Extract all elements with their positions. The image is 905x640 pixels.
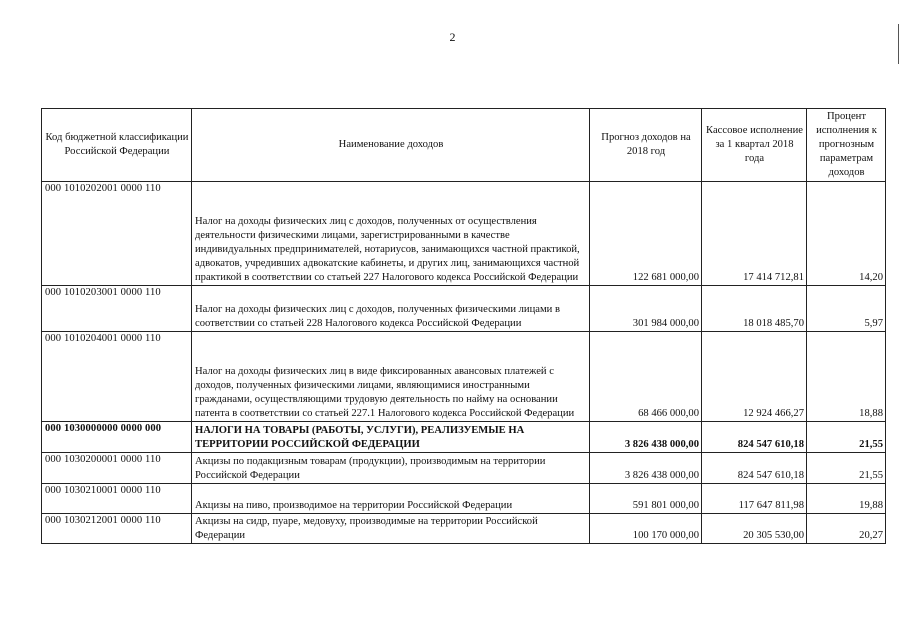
row-code: 000 1030000000 0000 000 [42, 422, 192, 453]
row-cash: 824 547 610,18 [702, 453, 807, 484]
table-row [42, 332, 886, 422]
row-cash: 18 018 485,70 [702, 286, 807, 332]
row-code: 000 1030210001 0000 110 [42, 484, 192, 514]
row-name: Акцизы по подакцизным товарам (продукции), производимым на территории Российской Федерации [192, 453, 590, 484]
row-forecast: 122 681 000,00 [590, 182, 702, 286]
row-code: 000 1030212001 0000 110 [42, 514, 192, 544]
header-cash: Кассовое исполнение за 1 квартал 2018 года [702, 109, 807, 182]
scan-edge-mark [898, 24, 899, 64]
row-percent: 21,55 [807, 453, 886, 484]
header-percent: Процент исполнения к прогнозным параметрам доходов [807, 109, 886, 182]
row-code: 000 1010202001 0000 110 [42, 182, 192, 286]
row-cash: 12 924 466,27 [702, 332, 807, 422]
table-row [42, 286, 886, 332]
row-percent: 14,20 [807, 182, 886, 286]
table-row [42, 514, 886, 544]
header-name: Наименование доходов [192, 109, 590, 182]
row-code: 000 1030200001 0000 110 [42, 453, 192, 484]
row-percent: 5,97 [807, 286, 886, 332]
table-row [42, 484, 886, 514]
row-name: НАЛОГИ НА ТОВАРЫ (РАБОТЫ, УСЛУГИ), РЕАЛИЗУЕМЫЕ НА ТЕРРИТОРИИ РОССИЙСКОЙ ФЕДЕРАЦИИ [192, 422, 590, 453]
row-percent: 19,88 [807, 484, 886, 514]
row-forecast: 301 984 000,00 [590, 286, 702, 332]
row-name: Акцизы на пиво, производимое на территории Российской Федерации [192, 484, 590, 514]
row-cash: 17 414 712,81 [702, 182, 807, 286]
row-code: 000 1010204001 0000 110 [42, 332, 192, 422]
table-row [42, 453, 886, 484]
table-row [42, 182, 886, 286]
row-percent: 20,27 [807, 514, 886, 544]
header-code: Код бюджетной классификации Российской Федерации [42, 109, 192, 182]
table-body [42, 182, 886, 544]
row-percent: 18,88 [807, 332, 886, 422]
row-cash: 20 305 530,00 [702, 514, 807, 544]
row-name: Акцизы на сидр, пуаре, медовуху, производимые на территории Российской Федерации [192, 514, 590, 544]
row-forecast: 68 466 000,00 [590, 332, 702, 422]
table-header [42, 109, 886, 182]
row-forecast: 591 801 000,00 [590, 484, 702, 514]
row-cash: 824 547 610,18 [702, 422, 807, 453]
row-forecast: 100 170 000,00 [590, 514, 702, 544]
row-name: Налог на доходы физических лиц с доходов, полученных от осуществления деятельности физическими лицами, зарегистрированными в качестве индивидуальных предпринимателей, нотариусов, занимающихся частной практикой, адвокатов, учредивших адвокатские кабинеты, и других лиц, занимающихся частной практикой в соответствии со статьей 227 Налогового кодекса Российской Федерации [192, 182, 590, 286]
page-number: 2 [449, 30, 456, 44]
row-percent: 21,55 [807, 422, 886, 453]
row-cash: 117 647 811,98 [702, 484, 807, 514]
row-name: Налог на доходы физических лиц в виде фиксированных авансовых платежей с доходов, полученных физическими лицами, являющимися иностранными гражданами, осуществляющими трудовую деятельность по найму на основании патента в соответствии со статьей 227.1 Налогового кодекса Российской Федерации [192, 332, 590, 422]
row-name: Налог на доходы физических лиц с доходов, полученных физическими лицами в соответствии со статьей 228 Налогового кодекса Российской Федерации [192, 286, 590, 332]
revenue-table [41, 108, 886, 544]
row-forecast: 3 826 438 000,00 [590, 453, 702, 484]
header-forecast: Прогноз доходов на 2018 год [590, 109, 702, 182]
row-code: 000 1010203001 0000 110 [42, 286, 192, 332]
row-forecast: 3 826 438 000,00 [590, 422, 702, 453]
table-row [42, 422, 886, 453]
